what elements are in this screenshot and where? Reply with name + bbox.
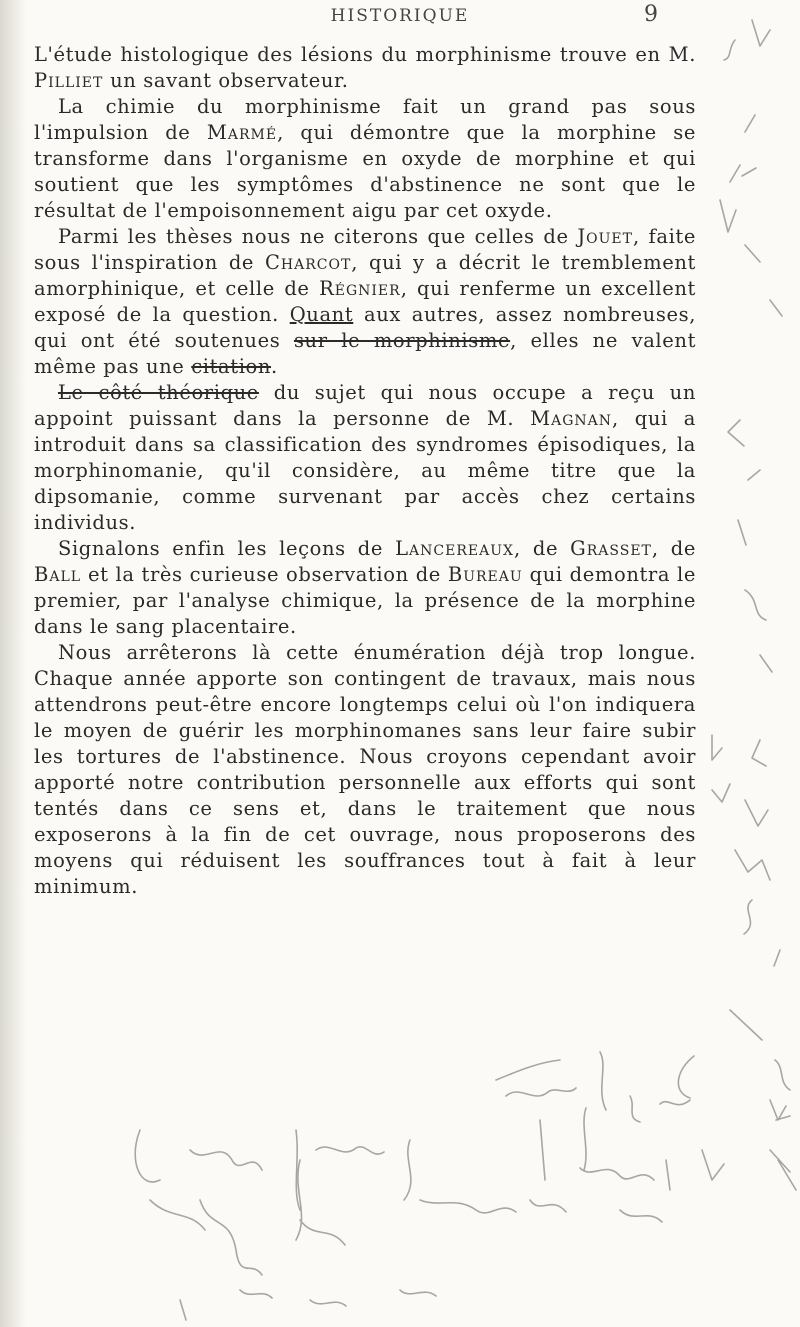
text-run: , qui renferme un excellent exposé de la question. [34,277,696,326]
text-run: La chimie du morphinisme fait un grand pas sous l'impulsion de [34,95,696,144]
author-name: Magnan [530,407,613,430]
text-run: Nous arrêterons là cette énumération déjà trop longue. Chaque année apporte son contingent de travaux, mais nous attendrons peut-être encore longtemps celui où l'on indiquera le moyen de guérir les morphinomanes sans leur faire subir les tortures de l'abstinence. Nous croyons cependant avoir apporté notre contribution personnelle aux efforts qui sont tentés dans ce sens et, dans le traitement que nous exposerons à la fin de cet ouvrage, nous proposerons des moyens qui réduisent les souffrances tout à fait à leur minimum. [34,641,696,898]
author-name: Lancereaux [395,537,514,560]
struck-through-text: citation [191,355,272,378]
text-run: Parmi les thèses nous ne citerons que celles de [58,225,578,248]
text-run: Signalons enfin les leçons de [58,537,396,560]
text-run: et la très curieuse observation de [81,563,448,586]
text-run: . [271,355,278,378]
text-run: du sujet qui nous occupe a reçu un appoint puissant dans la personne de M. [34,381,696,430]
author-name: Grasset [570,537,652,560]
paragraph [34,42,696,94]
paragraph [34,640,696,900]
text-run: , qui a introduit dans sa classification des syndromes épisodiques, la morphinomanie, qu'il considère, au même titre que la dipsomanie, comme survenant par accès chez certains individus. [34,407,696,534]
author-name: Jouet [577,225,633,248]
text-run: L'étude histologique des lésions du morphinisme trouve en M. [34,43,696,66]
struck-through-text: sur le morphinisme [293,329,511,352]
text-run: , de [651,537,697,560]
struck-through-text: Le côté théorique [58,381,259,404]
author-name: Régnier [319,277,401,300]
page-gutter-shadow [0,0,26,1327]
text-run: un savant observateur. [103,69,349,92]
text-run: , qui démontre que la morphine se transforme dans l'organisme en oxyde de morphine et qui soutient que les symptômes d'abstinence ne sont que le résultat de l'empoisonnement aigu par cet oxyde. [34,121,696,222]
author-name: Bureau [447,563,523,586]
author-name: Ball [34,563,82,586]
page-number: 9 [644,2,658,27]
running-header: HISTORIQUE [330,6,470,26]
text-run: aux autres, assez nombreuses, qui ont été soutenues [34,303,696,352]
paragraph [34,380,696,536]
paragraph [34,94,696,224]
paragraph [34,536,696,640]
underlined-text: Quant [289,303,354,326]
text-run: , de [514,537,571,560]
text-run: , elles ne valent même pas une [34,329,697,378]
text-run: , qui y a décrit le tremblement amorphinique, et celle de [34,251,696,300]
body-text [34,42,696,900]
author-name: Charcot [264,251,352,274]
paragraph [34,224,696,380]
author-name: Marmé [206,121,278,144]
author-name: Pilliet [34,69,104,92]
text-run: , faite sous l'inspiration de [34,225,696,274]
text-run: qui demontra le premier, par l'analyse chimique, la présence de la morphine dans le sang placentaire. [34,563,696,638]
